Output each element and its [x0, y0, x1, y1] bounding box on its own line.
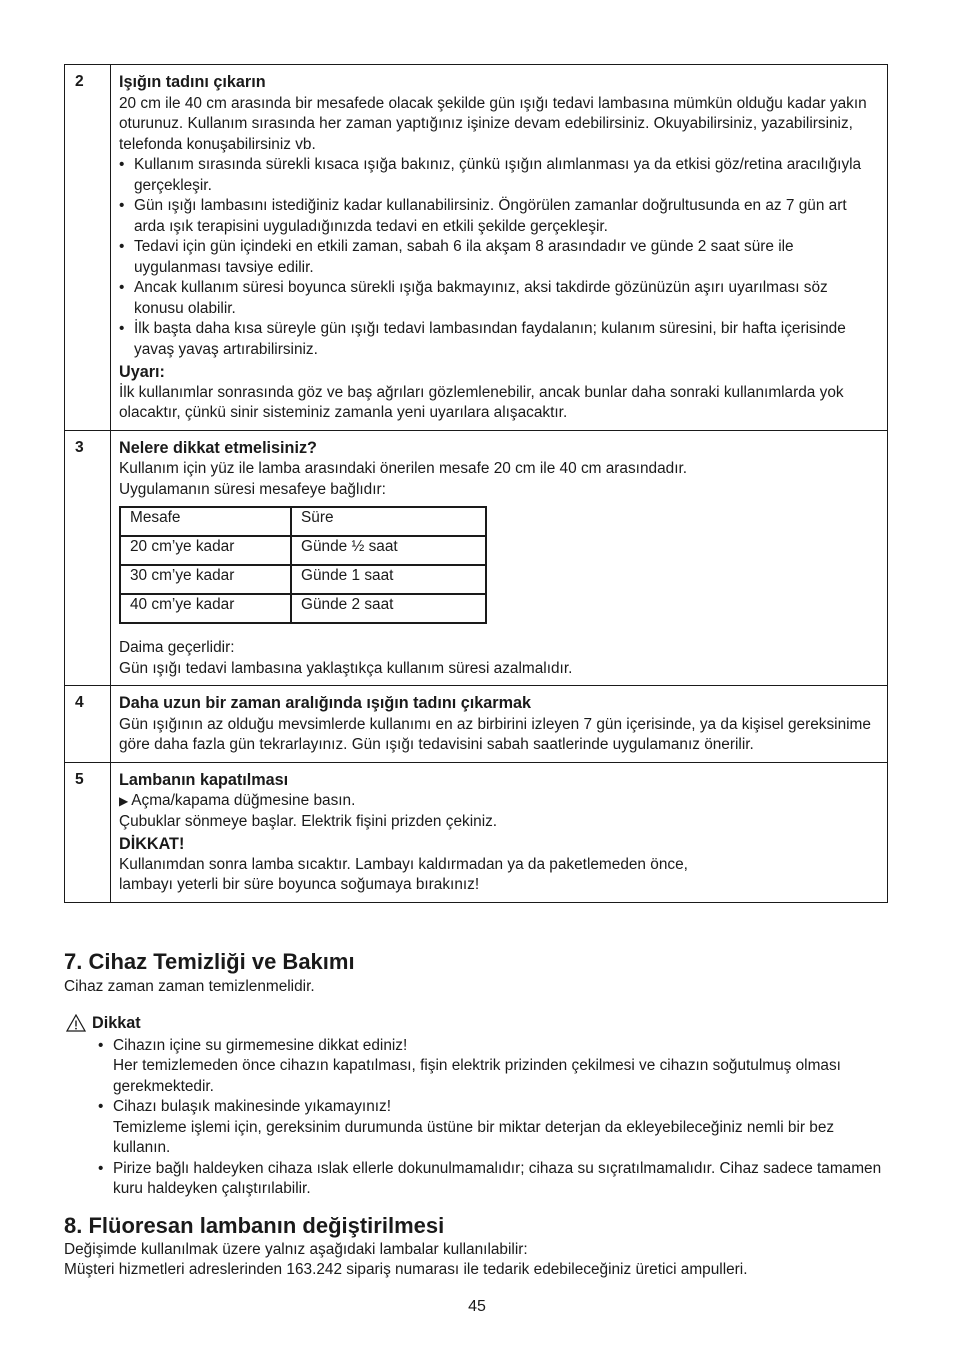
step-text: Gün ışığının az olduğu mevsimlerde kullanımı en az birbirini izleyen 7 gün içerisinde, ya da kişisel gereksinime göre daha fazla gün tekrarlayınız. Gün ışığı tedavisini sabah saatlerinde uygulamanız önerilir. [119, 715, 871, 753]
table-cell: Günde 2 saat [291, 594, 486, 623]
step-content [111, 762, 888, 902]
step-row-4 [65, 686, 888, 763]
step-text: Uygulamanın süresi mesafeye bağlıdır: [119, 480, 386, 498]
list-item-line: Temizleme işlemi için, gereksinim durumunda üstüne bir miktar deterjan da ekleyebileceğiniz nemli bir bez kullanın. [113, 1118, 835, 1156]
step-title: Daha uzun bir zaman aralığında ışığın tadını çıkarmak [119, 694, 531, 712]
action-text: Açma/kapama düğmesine basın. [131, 792, 356, 809]
step-title: Işığın tadını çıkarın [119, 73, 266, 91]
warning-triangle-icon [66, 1014, 86, 1032]
warning-title: Uyarı: [119, 363, 165, 381]
warning-label: Dikkat [92, 1014, 141, 1032]
section-lamp-replacement [64, 1213, 888, 1281]
note-label: Daima geçerlidir: [119, 639, 235, 656]
table-row [120, 536, 486, 565]
distance-duration-table [119, 506, 487, 624]
caution-text: Kullanımdan sonra lamba sıcaktır. Lambayı kaldırmadan ya da paketlemeden önce, [119, 855, 688, 873]
list-item: • Gün ışığı lambasını istediğiniz kadar kullanabilirsiniz. Öngörülen zamanlar doğrultusunda en az 7 gün art arda ışık terapisini uyguladığınızda tedavi en etkili şekilde gerçekleşir. [119, 196, 877, 237]
section-cleaning [64, 949, 888, 1200]
list-item: • İlk başta daha kısa süreyle gün ışığı tedavi lambasından faydalanın; kulanım süresini, bir hafta içerisinde yavaş yavaş artırabilirsiniz. [119, 319, 877, 360]
list-item [98, 1097, 888, 1159]
step-content [111, 686, 888, 763]
note-text: Gün ışığı tedavi lambasına yaklaştıkça kullanım süresi azalmalıdır. [119, 659, 573, 677]
action-line [119, 791, 877, 812]
warning-text: İlk kullanımlar sonrasında göz ve baş ağrıları gözlemlenebilir, ancak bunlar daha sonraki kullanımlarda yok olacaktır, çünkü sinir sisteminiz zamanla yeni uyarılara alışacaktır. [119, 383, 844, 421]
step-row-2 [65, 65, 888, 431]
warning-header [66, 1013, 888, 1034]
section-heading: 8. Flüoresan lambanın değiştirilmesi [64, 1213, 445, 1238]
list-item: • Tedavi için gün içindeki en etkili zaman, sabah 6 ila akşam 8 arasındadır ve günde 2 saat süre ile uygulanması tavsiye edilir. [119, 237, 877, 278]
table-cell: Günde 1 saat [291, 565, 486, 594]
table-header-cell: Süre [291, 507, 486, 536]
step-row-5 [65, 762, 888, 902]
table-row [120, 565, 486, 594]
section-text: Değişimde kullanılmak üzere yalnız aşağıdaki lambalar kullanılabilir: [64, 1240, 528, 1258]
step-number: 2 [65, 65, 111, 431]
table-header-cell: Mesafe [120, 507, 291, 536]
table-row [120, 507, 486, 536]
list-item-line: Her temizlemeden önce cihazın kapatılması, fişin elektrik prizinden çekilmesi ve cihazın soğutulmuş olması gerekmektedir. [113, 1057, 841, 1095]
section-heading: 7. Cihaz Temizliği ve Bakımı [64, 949, 355, 974]
step-row-3 [65, 430, 888, 686]
table-cell: 20 cm’ye kadar [120, 536, 291, 565]
list-item: • Kullanım sırasında sürekli kısaca ışığa bakınız, çünkü ışığın alımlanması ya da etkisi göz/retina aracılığıyla gerçekleşir. [119, 155, 877, 196]
step-title: Nelere dikkat etmelisiniz? [119, 438, 317, 457]
table-row [120, 594, 486, 623]
caution-text: lambayı yeterli bir süre boyunca soğumaya bırakınız! [119, 876, 480, 893]
table-cell: Günde ½ saat [291, 536, 486, 565]
instructions-table-container [64, 64, 888, 903]
result-text: Çubuklar sönmeye başlar. Elektrik fişini prizden çekiniz. [119, 812, 498, 830]
list-item [98, 1159, 888, 1200]
page-number: 45 [468, 1298, 486, 1315]
step-bullet-list [119, 155, 877, 360]
step-title: Lambanın kapatılması [119, 770, 289, 789]
step-content [111, 65, 888, 431]
table-cell: 40 cm’ye kadar [120, 594, 291, 623]
step-number: 3 [65, 430, 111, 686]
table-cell: 30 cm’ye kadar [120, 565, 291, 594]
step-intro: 20 cm ile 40 cm arasında bir mesafede olacak şekilde gün ışığı tedavi lambasına mümkün olduğu kadar yakın oturunuz. Kullanım sırasında her zaman yaptığınız işinize devam edebilirsiniz. Okuyabilirsiniz, yazabilirsiniz, telefonda konuşabilirsiniz vb. [119, 94, 867, 153]
list-item-line: • Cihazın içine su girmemesine dikkat ediniz! [113, 1036, 408, 1054]
step-content [111, 430, 888, 686]
step-number: 5 [65, 762, 111, 902]
list-item: • Ancak kullanım süresi boyunca sürekli ışığa bakmayınız, aksi takdirde gözünüzün aşırı uyarılması söz konusu olabilir. [119, 278, 877, 319]
instructions-table [64, 64, 888, 903]
section-text: Müşteri hizmetleri adreslerinden 163.242 sipariş numarası ile tedarik edebileceğiniz üretici ampulleri. [64, 1261, 748, 1278]
step-text: Kullanım için yüz ile lamba arasındaki önerilen mesafe 20 cm ile 40 cm arasındadır. [119, 460, 688, 477]
list-item-line: • Pirize bağlı haldeyken cihaza ıslak ellerle dokunulmamalıdır; cihaza su sıçratılmamalıdır. Cihaz sadece tamamen kuru haldeyken çalıştırılabilir. [113, 1159, 882, 1197]
caution-title: DİKKAT! [119, 835, 185, 853]
step-number: 4 [65, 686, 111, 763]
warning-list [64, 1036, 888, 1200]
play-arrow-icon: ▶ [119, 794, 129, 808]
list-item-line: • Cihazı bulaşık makinesinde yıkamayınız! [113, 1098, 392, 1115]
section-intro: Cihaz zaman zaman temizlenmelidir. [64, 977, 315, 995]
list-item [98, 1036, 888, 1098]
